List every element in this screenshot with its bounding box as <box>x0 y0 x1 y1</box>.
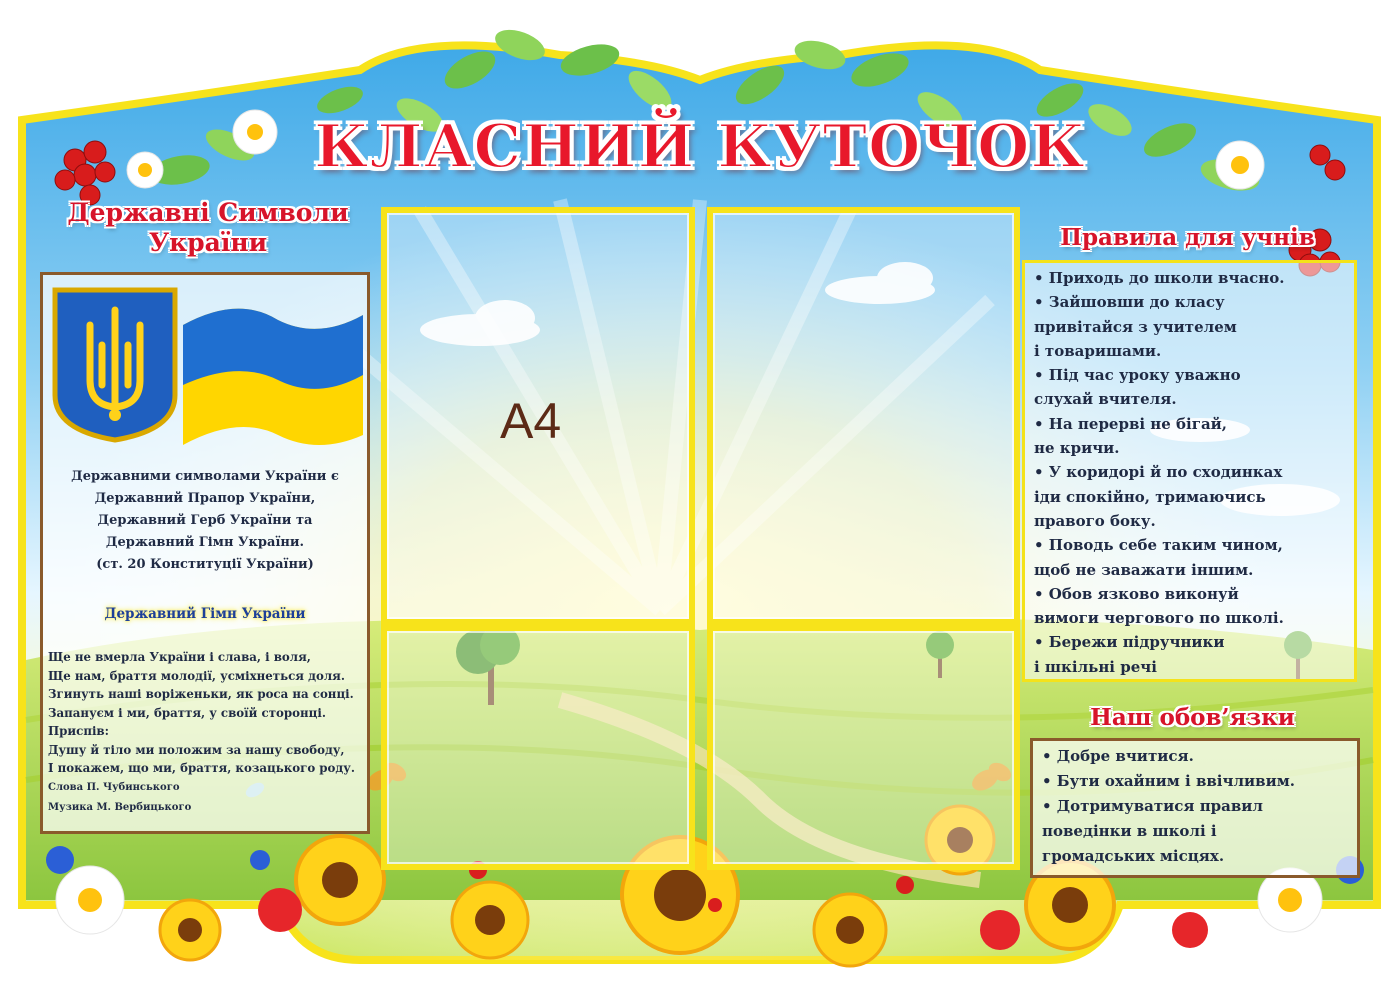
symbols-heading-line2: України <box>148 228 268 257</box>
waving-flag-icon <box>178 285 368 455</box>
symbols-text-line: Державний Герб України та <box>97 513 313 528</box>
rule-line: • Зайшовши до класу <box>1034 293 1225 312</box>
rule-line: і товаришами. <box>1034 341 1162 360</box>
author-words: Слова П. Чубинського <box>48 782 180 793</box>
rule-line: • У коридорі й по сходинках <box>1034 463 1283 482</box>
rule-line: • Поводь себе таким чином, <box>1034 536 1283 555</box>
symbols-text-line: Державний Прапор України, <box>94 491 316 506</box>
duties-list <box>1042 744 1364 869</box>
rule-line: • На перерві не бігай, <box>1034 414 1228 433</box>
rule-line: • Обов язково виконуй <box>1034 584 1239 603</box>
anthem-line: Ще не вмерла України і слава, і воля, <box>48 650 311 664</box>
rule-line: щоб не заважати іншим. <box>1034 560 1254 579</box>
rule-line: не кричи. <box>1034 439 1120 458</box>
symbols-text-line: Державними символами України є <box>71 469 339 484</box>
rule-line: • Бережи підручники <box>1034 633 1225 652</box>
anthem-line: Приспів: <box>48 724 109 738</box>
symbols-description <box>44 466 366 576</box>
anthem-authors <box>48 778 191 818</box>
anthem-title: Державний Гімн України <box>104 606 306 622</box>
anthem-line: Запануєм і ми, браття, у своїй сторонці. <box>48 705 326 720</box>
rule-line: слухай вчителя. <box>1034 390 1177 409</box>
duty-line: • Дотримуватися правил <box>1042 797 1264 815</box>
board-title: КЛАСНИЙ КУТОЧОК <box>313 112 1087 182</box>
trident-coat-of-arms-icon <box>50 285 180 445</box>
anthem-line: І покажем, що ми, браття, козацького роду. <box>48 761 355 775</box>
a4-placeholder-label: А4 <box>500 393 562 449</box>
anthem-lyrics <box>48 648 368 778</box>
anthem-line: Душу й тіло ми положим за нашу свободу, <box>48 742 345 757</box>
anthem-line: Згинуть наші воріженьки, як роса на сонці. <box>48 687 354 701</box>
rule-line: і шкільні речі <box>1034 657 1157 676</box>
rules-list <box>1034 266 1359 679</box>
rule-line: іди спокійно, тримаючись <box>1034 487 1266 506</box>
author-music: Музика М. Вербицького <box>48 802 192 813</box>
rule-line: привітайся з учителем <box>1034 317 1237 336</box>
rule-line: • Під час уроку уважно <box>1034 366 1241 385</box>
symbols-heading-line1: Державні Символи <box>67 198 349 227</box>
rule-line: вимоги чергового по школі. <box>1034 609 1284 628</box>
duties-heading: Наш обов’язки <box>1090 704 1295 731</box>
a4-pocket-bottom-right <box>707 625 1020 870</box>
duty-line: поведінки в школі і <box>1042 822 1217 840</box>
duty-line: • Бути охайним і ввічливим. <box>1042 772 1295 790</box>
symbols-heading <box>28 198 388 258</box>
anthem-line: Ще нам, браття молодії, усміхнеться доля. <box>48 668 345 683</box>
duty-line: • Добре вчитися. <box>1042 747 1194 765</box>
symbols-text-line: (ст. 20 Конституції України) <box>96 557 314 572</box>
rules-heading: Правила для учнів <box>1060 224 1315 251</box>
symbols-text-line: Державний Гімн України. <box>105 535 305 550</box>
a4-pocket-top-right <box>707 207 1020 625</box>
duty-line: громадських місцях. <box>1042 847 1225 865</box>
a4-pocket-bottom-left <box>381 625 695 870</box>
rule-line: правого боку. <box>1034 511 1156 530</box>
rule-line: • Приходь до школи вчасно. <box>1034 269 1285 287</box>
